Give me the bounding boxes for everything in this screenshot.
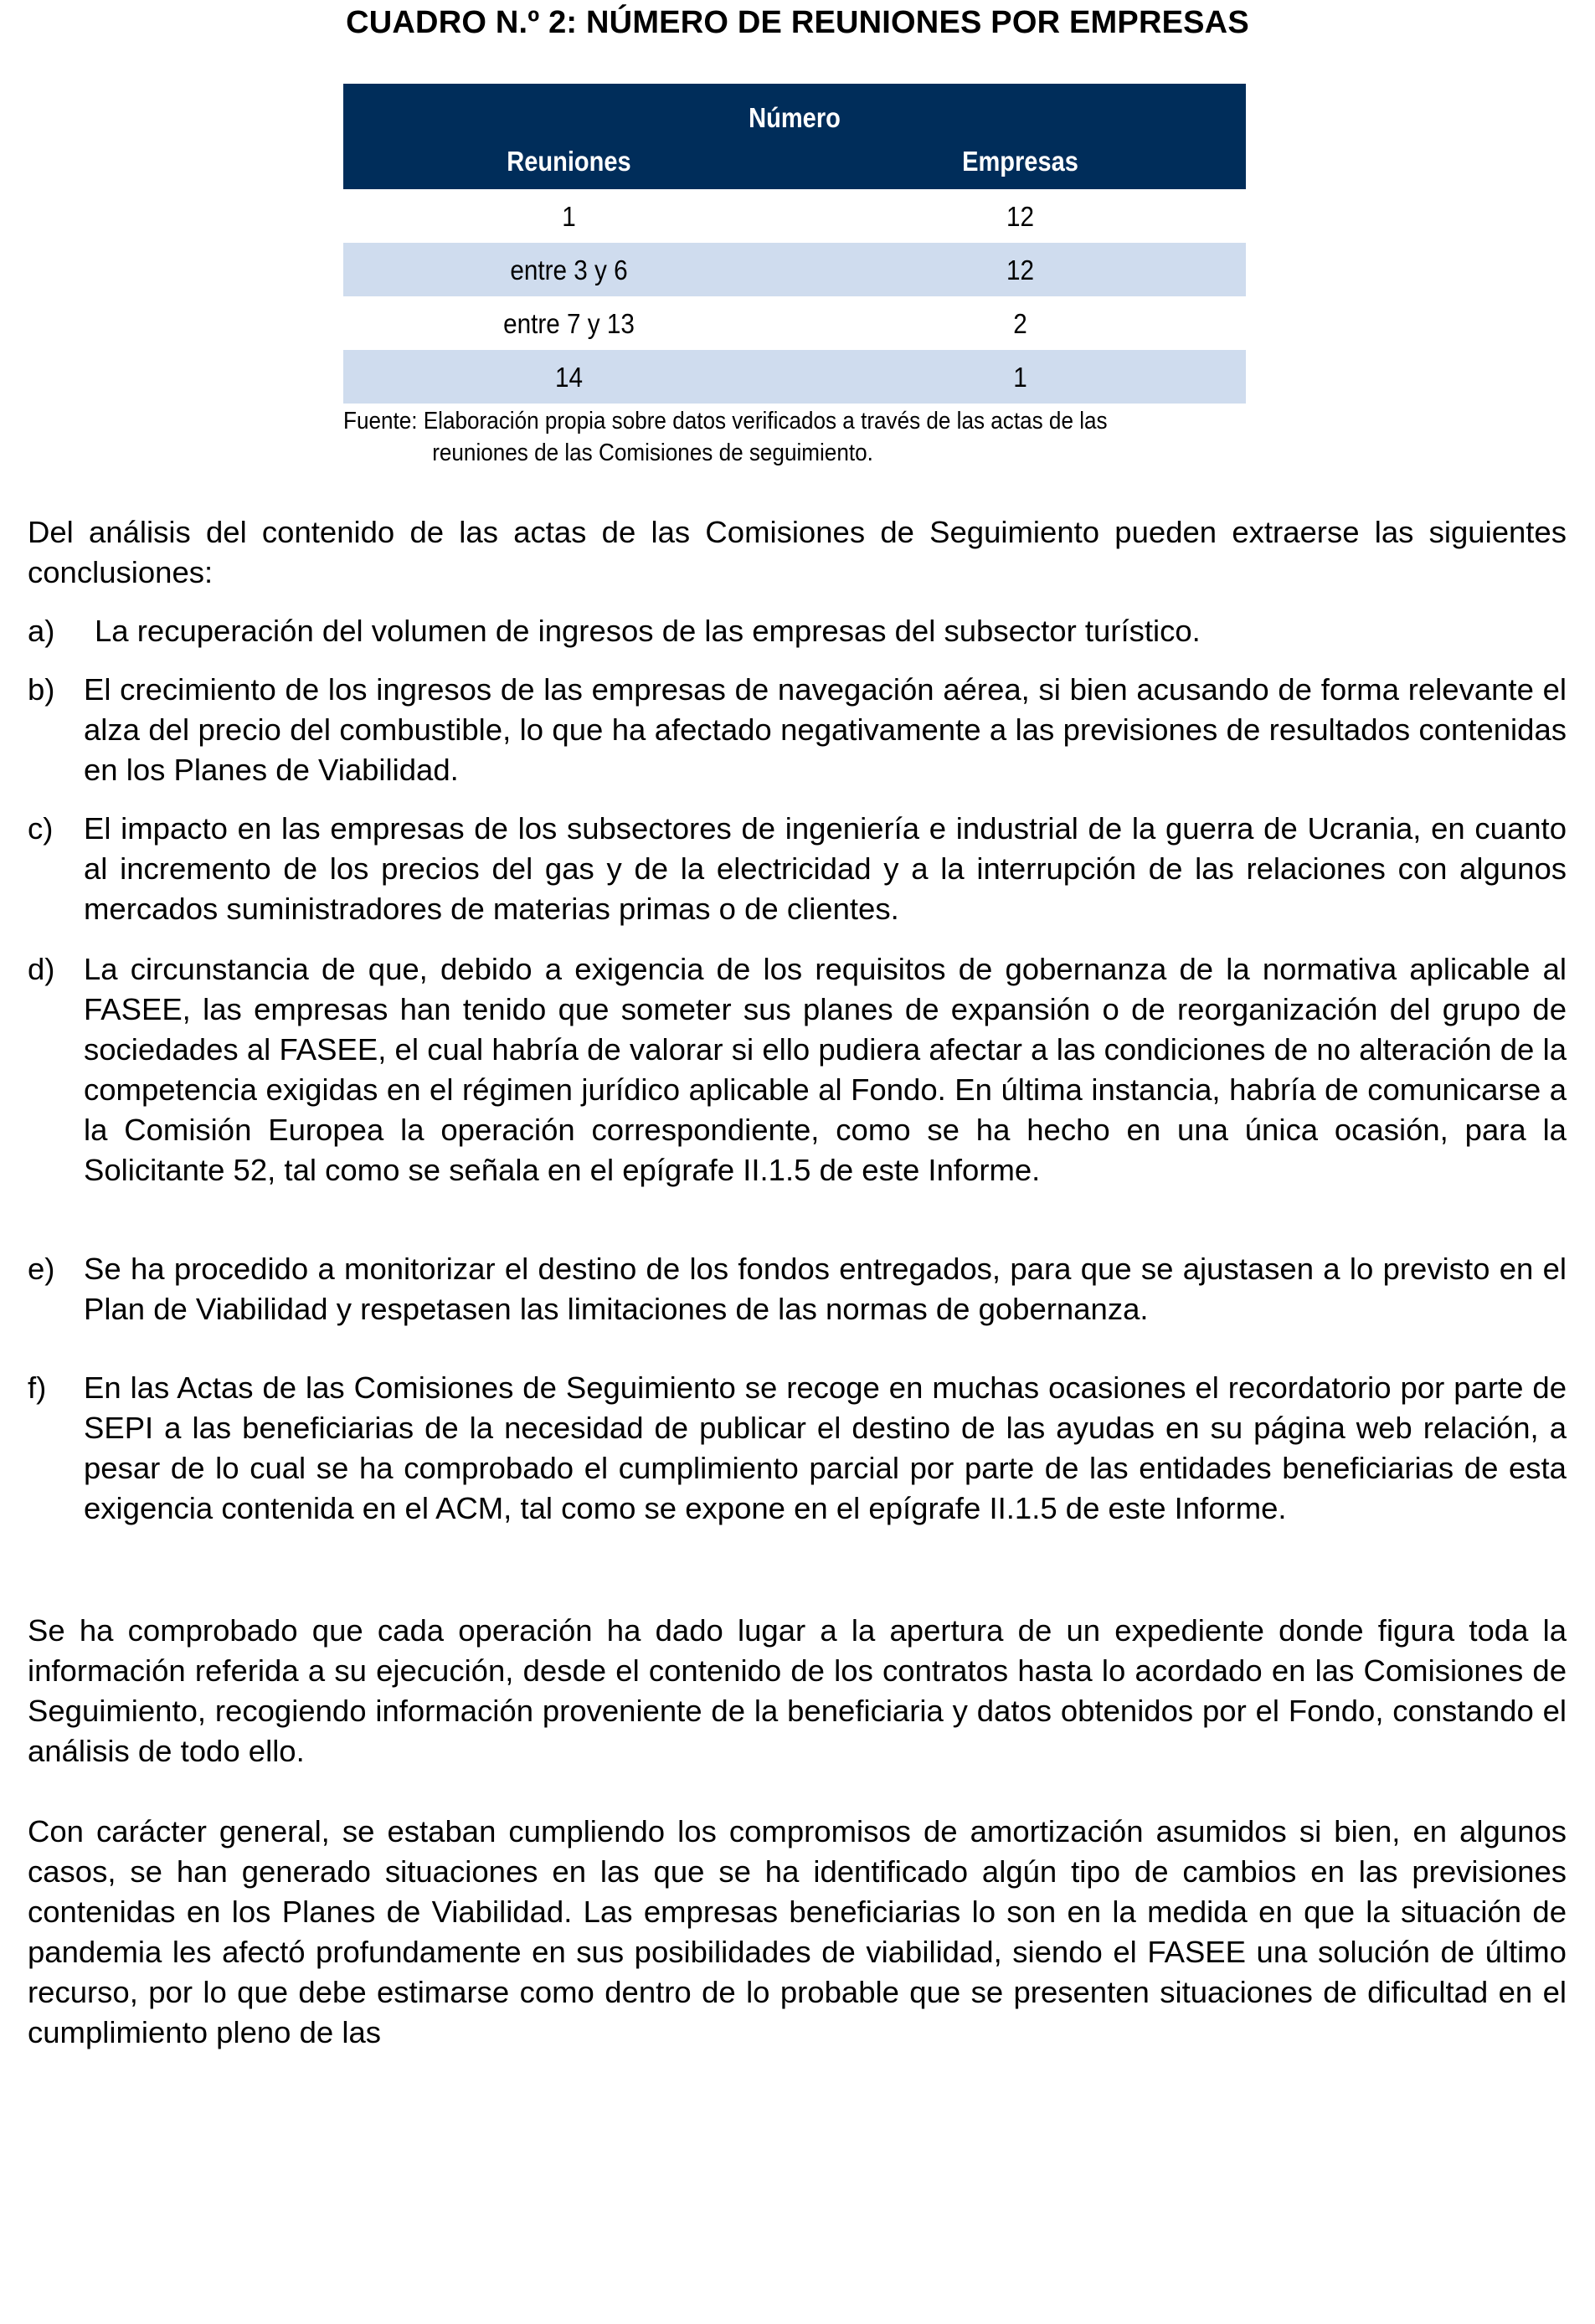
list-item-text: En las Actas de las Comisiones de Seguimiento se recoge en muchas ocasiones el recordatorio por parte de SEPI a las beneficiarias de la necesidad de publicar el destino de las ayudas en su página web relación, a pesar de lo cual se ha comprobado el cumplimiento parcial por parte de las entidades beneficiarias de esta exigencia contenida en el ACM, tal como se expone en el epígrafe II.1.5 de este Informe.	[84, 1370, 1567, 1525]
source-line-1: Fuente: Elaboración propia sobre datos verificados a través de las actas de las	[343, 408, 1108, 434]
column-header-empresas: Empresas	[962, 146, 1078, 177]
table-source-note	[343, 405, 1142, 469]
source-line-2: reuniones de las Comisiones de seguimiento.	[432, 440, 873, 466]
list-item-text: El impacto en las empresas de los subsectores de ingeniería e industrial de la guerra de Ucrania, en cuanto al incremento de los precios del gas y de la electricidad y a la interrupción de las relaciones con algunos mercados suministradores de materias primas o de clientes.	[84, 811, 1567, 926]
table-cell: 12	[1006, 201, 1035, 232]
intro-paragraph: Del análisis del contenido de las actas de las Comisiones de Seguimiento pueden extraerse las siguientes conclusiones:	[28, 515, 1567, 589]
group-header: Número	[749, 102, 841, 133]
table-cell: 14	[554, 362, 584, 393]
table-cell: entre 3 y 6	[510, 255, 628, 285]
table-row	[343, 189, 1246, 243]
table-cell: 1	[562, 201, 576, 232]
table-cell: 1	[1013, 362, 1027, 393]
list-item-label: b)	[28, 672, 55, 707]
list-item-label: c)	[28, 811, 54, 846]
list-item-label: f)	[28, 1370, 47, 1405]
list-item-label: d)	[28, 952, 55, 986]
table-cell: 12	[1006, 255, 1035, 285]
list-item-text: Se ha procedido a monitorizar el destino de los fondos entregados, para que se ajustasen a lo previsto en el Plan de Viabilidad y respetasen las limitaciones de las normas de gobernanza.	[84, 1252, 1567, 1326]
meetings-table	[343, 84, 1246, 466]
table-row	[343, 243, 1246, 296]
table-cell: 2	[1013, 308, 1027, 339]
table-header	[343, 84, 1246, 189]
list-item-text: La circunstancia de que, debido a exigencia de los requisitos de gobernanza de la normativa aplicable al FASEE, las empresas han tenido que someter sus planes de expansión o de reorganización del grupo de sociedades al FASEE, el cual habría de valorar si ello pudiera afectar a las condiciones de no alteración de la competencia exigidas en el régimen jurídico aplicable al Fondo. En última instancia, habría de comunicarse a la Comisión Europea la operación correspondiente, como se ha hecho en una única ocasión, para la Solicitante 52, tal como se señala en el epígrafe II.1.5 de este Informe.	[84, 952, 1567, 1187]
table-row	[343, 350, 1246, 404]
table-title: CUADRO N.º 2: NÚMERO DE REUNIONES POR EMPRESAS	[346, 5, 1249, 40]
list-item-text: El crecimiento de los ingresos de las empresas de navegación aérea, si bien acusando de forma relevante el alza del precio del combustible, lo que ha afectado negativamente a las previsiones de resultados contenidas en los Planes de Viabilidad.	[84, 672, 1567, 787]
general-paragraph: Con carácter general, se estaban cumpliendo los compromisos de amortización asumidos si bien, en algunos casos, se han generado situaciones en las que se ha identificado algún tipo de cambios en las previsiones contenidas en los Planes de Viabilidad. Las empresas beneficiarias lo son en la medida en que la situación de pandemia les afectó profundamente en sus posibilidades de viabilidad, siendo el FASEE una solución de último recurso, por lo que debe estimarse como dentro de lo probable que se presenten situaciones de dificultad en el cumplimiento pleno de las	[28, 1814, 1567, 2049]
expediente-paragraph: Se ha comprobado que cada operación ha dado lugar a la apertura de un expediente donde figura toda la información referida a su ejecución, desde el contenido de los contratos hasta lo acordado en las Comisiones de Seguimiento, recogiendo información proveniente de la beneficiaria y datos obtenidos por el Fondo, constando el análisis de todo ello.	[28, 1613, 1567, 1768]
list-item-label: a)	[28, 614, 55, 648]
list-item-text: La recuperación del volumen de ingresos de las empresas del subsector turístico.	[95, 614, 1201, 648]
table-cell: entre 7 y 13	[503, 308, 635, 339]
list-item-label: e)	[28, 1252, 55, 1286]
column-header-reuniones: Reuniones	[507, 146, 631, 177]
table-row	[343, 296, 1246, 350]
